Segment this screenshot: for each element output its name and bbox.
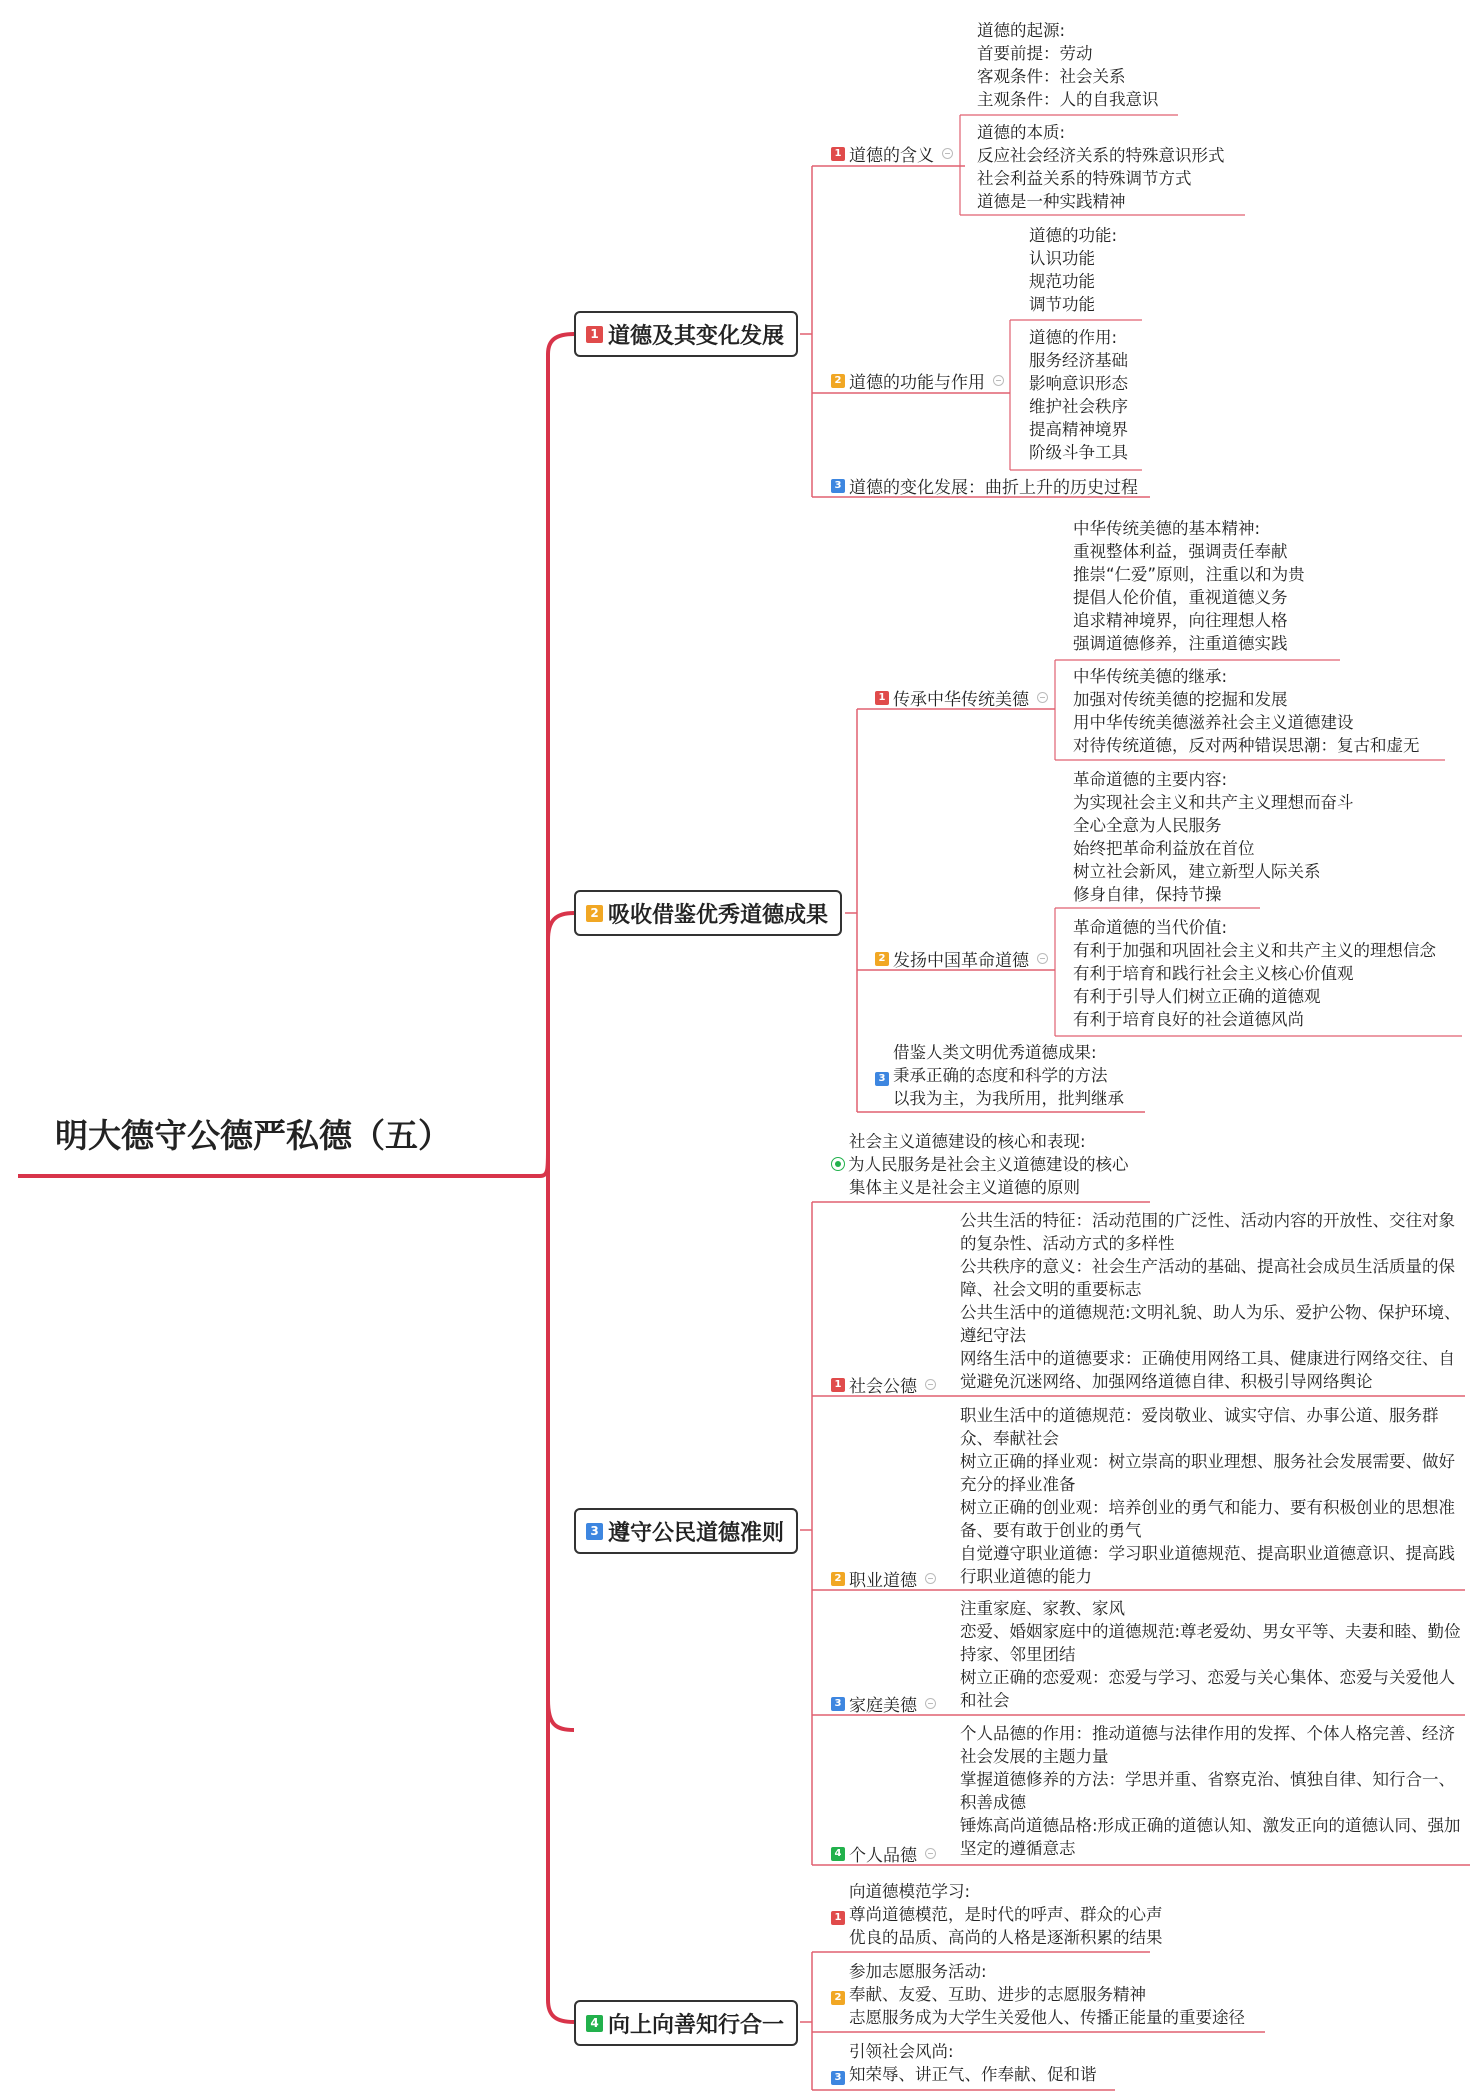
note-group: 中华传统美德的基本精神: 重视整体利益，强调责任奉献 推崇“仁爱”原则，注重以和为贵 提倡人伦价值，重视道德义务 追求精神境界，向往理想人格 强调道德修养，注重道德实践 [1073, 519, 1305, 653]
priority-1-badge: 1 [831, 1378, 845, 1392]
priority-2-badge: 2 [875, 952, 889, 966]
collapse-toggle-icon[interactable] [993, 375, 1004, 386]
note-group: 职业生活中的道德规范：爱岗敬业、诚实守信、办事公道、服务群众、奉献社会 树立正确的择业观：树立崇高的职业理想、服务社会发展需要、做好充分的择业准备 树立正确的创业观：培养创业的勇气和能力、要有积极创业的思想准备、要有敢于创业的勇气 自觉遵守职业道德：学习职业道德规范、提高职业道德意识、提高践行职业道德的能力 [960, 1406, 1455, 1586]
branch-3-sub-4[interactable] [831, 1841, 936, 1866]
priority-3-badge: 3 [875, 1072, 889, 1086]
priority-3-badge: 3 [586, 1523, 603, 1540]
note-group: 革命道德的当代价值: 有利于加强和巩固社会主义和共产主义的理想信念 有利于培育和践行社会主义核心价值观 有利于引导人们树立正确的道德观 有利于培育良好的社会道德风尚 [1073, 918, 1436, 1029]
branch-4-title: 向上向善知行合一 [608, 2012, 785, 2038]
priority-1-badge: 1 [831, 147, 845, 161]
collapse-toggle-icon[interactable] [925, 1848, 936, 1859]
branch-3-sub-2[interactable] [831, 1566, 936, 1591]
collapse-toggle-icon[interactable] [925, 1698, 936, 1709]
branch-2-sub-1[interactable] [875, 685, 1048, 710]
note-group: 道德的作用: 服务经济基础 影响意识形态 维护社会秩序 提高精神境界 阶级斗争工具 [1029, 328, 1128, 462]
root-title[interactable]: 明大德守公德严私德（五） [55, 1116, 451, 1155]
priority-1-badge: 1 [831, 1911, 845, 1925]
branch-4-sub-2[interactable]: 参加志愿服务活动: 2 奉献、友爱、互助、进步的志愿服务精神 志愿服务成为大学生关爱他人、传播正能量的重要途径 [831, 1960, 1245, 2029]
branch-4-sub-1[interactable]: 向道德模范学习: 1 尊尚道德模范，是时代的呼声、群众的心声 优良的品质、高尚的人格是逐渐积累的结果 [831, 1880, 1163, 1949]
note-group: 道德的本质: 反应社会经济关系的特殊意识形式 社会利益关系的特殊调节方式 道德是一种实践精神 [977, 123, 1225, 211]
branch-1-sub-1[interactable] [831, 141, 953, 166]
priority-3-badge: 3 [831, 1697, 845, 1711]
priority-3-badge: 3 [831, 479, 845, 493]
priority-2-badge: 2 [586, 905, 603, 922]
note-group: 中华传统美德的继承: 加强对传统美德的挖掘和发展 用中华传统美德滋养社会主义道德建设 对待传统道德，反对两种错误思潮：复古和虚无 [1073, 667, 1420, 755]
collapse-toggle-icon[interactable] [925, 1379, 936, 1390]
branch-1-title: 道德及其变化发展 [608, 323, 785, 349]
note-group: 个人品德的作用：推动道德与法律作用的发挥、个体人格完善、经济社会发展的主题力量 掌握道德修养的方法：学思并重、省察克治、慎独自律、知行合一、积善成德 锤炼高尚道德品格:形成正确的道德认知、激发正向的道德认同、强加坚定的遵循意志 [960, 1724, 1461, 1858]
note-group: 革命道德的主要内容: 为实现社会主义和共产主义理想而奋斗 全心全意为人民服务 始终把革命利益放在首位 树立社会新风，建立新型人际关系 修身自律，保持节操 [1073, 770, 1354, 904]
priority-4-badge: 4 [831, 1847, 845, 1861]
branch-4[interactable] [574, 2000, 798, 2046]
collapse-toggle-icon[interactable] [1037, 953, 1048, 964]
sub-label: 社会公德 [849, 1377, 917, 1397]
sub-label: 个人品德 [849, 1846, 917, 1866]
note-group: 道德的功能: 认识功能 规范功能 调节功能 [1029, 226, 1118, 314]
branch-1-sub-3[interactable] [831, 473, 1138, 498]
sub-label: 家庭美德 [849, 1696, 917, 1716]
sub-label: 传承中华传统美德 [893, 690, 1029, 710]
branch-3-title: 遵守公民道德准则 [608, 1520, 785, 1546]
branch-1[interactable] [574, 311, 798, 357]
branch-2-sub-3[interactable]: 借鉴人类文明优秀道德成果: 3 秉承正确的态度和科学的方法 以我为主，为我所用，批判继承 [875, 1041, 1124, 1110]
priority-2-badge: 2 [831, 1572, 845, 1586]
note-group: 道德的起源: 首要前提：劳动 客观条件：社会关系 主观条件：人的自我意识 [977, 21, 1159, 109]
priority-1-badge: 1 [875, 691, 889, 705]
sub-label: 发扬中国革命道德 [893, 951, 1029, 971]
branch-2-title: 吸收借鉴优秀道德成果 [608, 902, 829, 928]
branch-2[interactable] [574, 890, 842, 936]
sub-label: 职业道德 [849, 1571, 917, 1591]
branch-3[interactable] [574, 1508, 798, 1554]
branch-1-sub-2[interactable] [831, 368, 1004, 393]
collapse-toggle-icon[interactable] [942, 148, 953, 159]
priority-2-badge: 2 [831, 1991, 845, 2005]
collapse-toggle-icon[interactable] [925, 1573, 936, 1584]
branch-3-sub-1[interactable] [831, 1372, 936, 1397]
branch-4-sub-3[interactable]: 引领社会风尚: 3 知荣辱、讲正气、作奉献、促和谐 [831, 2040, 1097, 2086]
collapse-toggle-icon[interactable] [1037, 692, 1048, 703]
sub-label: 道德的变化发展：曲折上升的历史过程 [849, 478, 1138, 498]
priority-1-badge: 1 [586, 326, 603, 343]
sub-label: 道德的含义 [849, 146, 934, 166]
branch-2-sub-2[interactable] [875, 946, 1048, 971]
note-group: 公共生活的特征：活动范围的广泛性、活动内容的开放性、交往对象的复杂性、活动方式的多样性 公共秩序的意义：社会生产活动的基础、提高社会成员生活质量的保障、社会文明的重要标志 公共生活中的道德规范:文明礼貌、助人为乐、爱护公物、保护环境、遵纪守法 网络生活中的道德要求：正确使用网络工具、健康进行网络交往、自觉避免沉迷网络、加强网络道德自律、积极引导网络舆论 [960, 1211, 1461, 1391]
note-group: 注重家庭、家教、家风 恋爱、婚姻家庭中的道德规范:尊老爱幼、男女平等、夫妻和睦、勤俭持家、邻里团结 树立正确的恋爱观：恋爱与学习、恋爱与关心集体、恋爱与关爱他人和社会 [960, 1599, 1461, 1710]
target-icon [831, 1157, 845, 1171]
branch-3-intro[interactable]: 社会主义道德建设的核心和表现: 为人民服务是社会主义道德建设的核心 集体主义是社会主义道德的原则 [831, 1130, 1129, 1199]
priority-2-badge: 2 [831, 374, 845, 388]
sub-label: 道德的功能与作用 [849, 373, 985, 393]
priority-4-badge: 4 [586, 2015, 603, 2032]
branch-3-sub-3[interactable] [831, 1691, 936, 1716]
priority-3-badge: 3 [831, 2071, 845, 2085]
